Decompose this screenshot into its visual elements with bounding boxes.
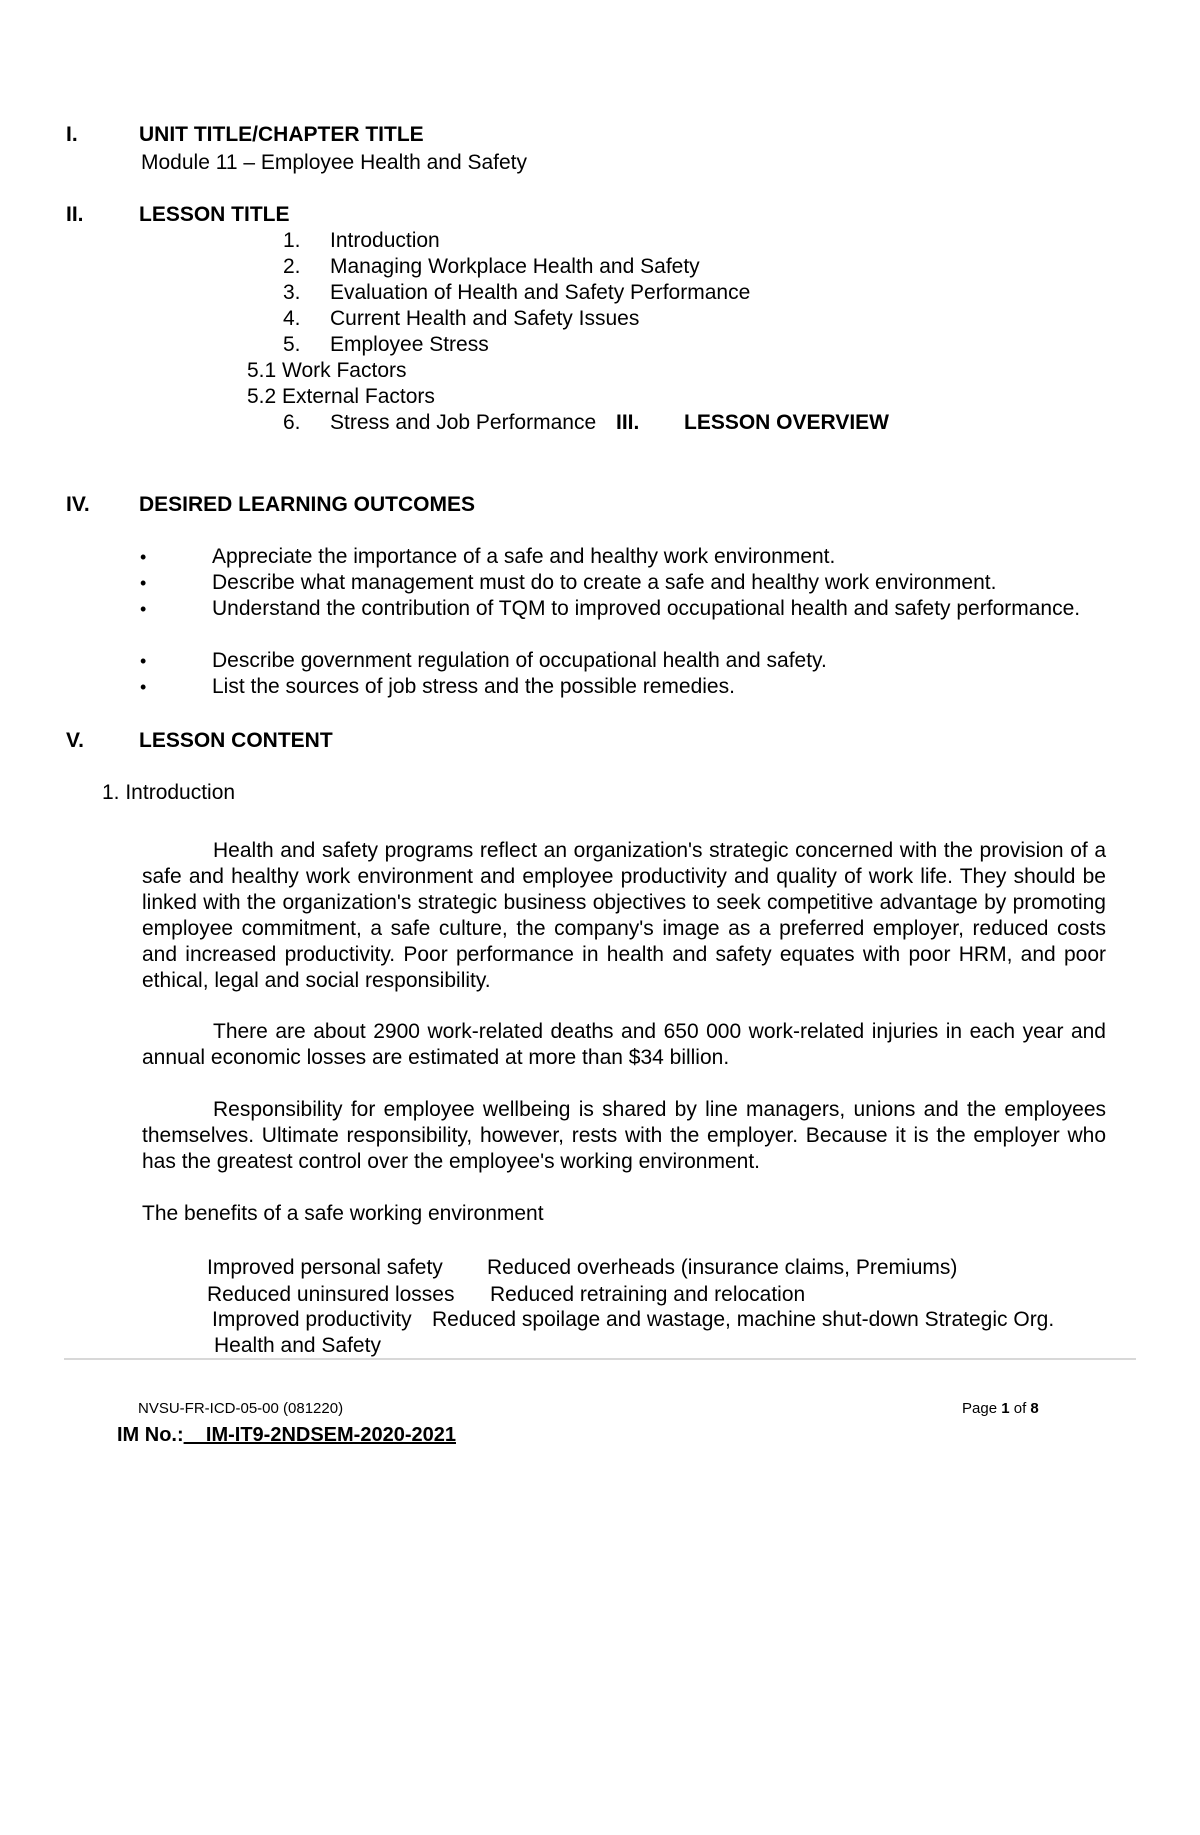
lesson-number: 2. (283, 255, 301, 278)
bullet-icon: • (140, 547, 147, 567)
benefit-item: Reduced spoilage and wastage, machine shut-down Strategic Org. (432, 1308, 1055, 1331)
lesson-title: Managing Workplace Health and Safety (330, 255, 700, 278)
lesson-title: Current Health and Safety Issues (330, 307, 640, 330)
page-indicator (962, 1396, 1039, 1422)
benefit-item: Reduced retraining and relocation (490, 1283, 806, 1306)
section-number: II. (66, 203, 84, 226)
outcome-item: Describe government regulation of occupational health and safety. (212, 649, 827, 672)
im-label: IM No.: (117, 1424, 184, 1446)
lesson-subtitle: 5.2 External Factors (247, 385, 435, 408)
outcome-item: Appreciate the importance of a safe and healthy work environment. (212, 545, 836, 568)
section-heading: LESSON CONTENT (139, 729, 333, 752)
outcome-item: List the sources of job stress and the possible remedies. (212, 675, 735, 698)
section-number: I. (66, 123, 78, 146)
section-number: V. (66, 729, 84, 752)
content-subheading: 1. Introduction (102, 781, 236, 804)
bullet-icon: • (140, 573, 147, 593)
section-heading: DESIRED LEARNING OUTCOMES (139, 493, 476, 516)
paragraph: Health and safety programs reflect an organization's strategic concerned with the provision of a safe and healthy work environment and employee productivity and quality of work life. They should be linked with the organization's strategic business objectives to seek competitive advantage by promoting employee commitment, a safe culture, the company's image as a preferred employer, reduced costs and increased productivity. Poor performance in health and safety equates with poor HRM, and poor ethical, legal and social responsibility. (142, 839, 1106, 992)
section-number: IV. (66, 493, 90, 516)
lesson-title: Introduction (330, 229, 440, 252)
lesson-number: 1. (283, 229, 301, 252)
lesson-title: Stress and Job Performance (330, 411, 597, 434)
lesson-number: 5. (283, 333, 301, 356)
lesson-number: 3. (283, 281, 301, 304)
outcome-item: Describe what management must do to create a safe and healthy work environment. (212, 571, 997, 594)
lesson-number: 4. (283, 307, 301, 330)
benefit-item: Improved personal safety (207, 1256, 443, 1279)
paragraph: Responsibility for employee wellbeing is shared by line managers, unions and the employees themselves. Ultimate responsibility, however, rests with the employer. Because it is the employer who has the greatest control over the employee's working environment. (142, 1098, 1106, 1173)
lesson-title: Evaluation of Health and Safety Performance (330, 281, 751, 304)
benefit-item: Health and Safety (214, 1334, 381, 1357)
benefits-intro: The benefits of a safe working environment (142, 1202, 544, 1225)
section-heading: UNIT TITLE/CHAPTER TITLE (139, 123, 424, 146)
lesson-number: 6. (283, 411, 301, 434)
benefit-item: Improved productivity (212, 1308, 412, 1331)
lesson-title: Employee Stress (330, 333, 489, 356)
bullet-icon: • (140, 651, 147, 671)
section-heading: LESSON OVERVIEW (684, 411, 889, 434)
benefit-item: Reduced overheads (insurance claims, Premiums) (487, 1256, 958, 1279)
benefit-item: Reduced uninsured losses (207, 1283, 455, 1306)
module-title: Module 11 – Employee Health and Safety (141, 151, 528, 174)
page-total: 8 (1030, 1400, 1039, 1417)
form-code: NVSU-FR-ICD-05-00 (081220) (138, 1400, 344, 1417)
lesson-subtitle: 5.1 Work Factors (247, 359, 407, 382)
im-value: __IM-IT9-2NDSEM-2020-2021 (183, 1424, 456, 1446)
section-heading: LESSON TITLE (139, 203, 290, 226)
paragraph: There are about 2900 work-related deaths and 650 000 work-related injuries in each year and annual economic losses are estimated at more than $34 billion. (142, 1020, 1106, 1069)
page-label: Page (962, 1400, 998, 1417)
section-number: III. (616, 411, 640, 434)
footer-divider (64, 1358, 1136, 1360)
page-number: 1 (1001, 1400, 1010, 1417)
bullet-icon: • (140, 677, 147, 697)
outcome-item: Understand the contribution of TQM to improved occupational health and safety performance. (212, 597, 1081, 620)
im-number (117, 1422, 456, 1448)
bullet-icon: • (140, 599, 147, 619)
of-label: of (1013, 1400, 1027, 1417)
